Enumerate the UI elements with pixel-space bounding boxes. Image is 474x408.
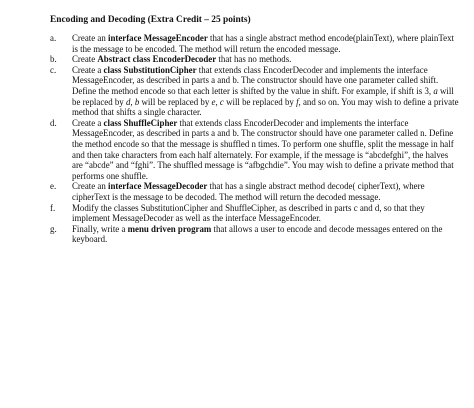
- bold-term: interface MessageDecoder: [107, 181, 208, 192]
- text-run: ,: [215, 96, 220, 107]
- list-marker: f.: [50, 202, 56, 213]
- list-item: [50, 203, 460, 224]
- text-run: will be replaced by: [223, 96, 297, 107]
- bold-term: menu driven program: [127, 223, 212, 234]
- italic-letter: a: [433, 85, 438, 96]
- text-run: that allows a user to encode and decode messages entered on the keyboard.: [72, 223, 443, 245]
- list-item-text: [72, 181, 460, 202]
- text-run: that extends class EncoderDecoder and implements the interface MessageEncoder, as described in parts a and b. The constructor should have one parameter called shift. Define the method encode so that each letter is shifted by the value in shift. For example, if shift is 3,: [72, 64, 439, 96]
- list-item: [50, 54, 460, 65]
- text-run: Create an: [72, 181, 108, 192]
- text-run: Create a: [72, 117, 104, 128]
- text-run: ,: [130, 96, 135, 107]
- list-marker: c.: [50, 64, 57, 75]
- list-item: [50, 181, 460, 202]
- italic-letter: d: [125, 96, 131, 107]
- list-item: [50, 118, 460, 182]
- list-item-text: [72, 54, 460, 65]
- italic-letter: b: [134, 96, 140, 107]
- text-run: Create a: [72, 64, 104, 75]
- bold-term: class SubstitutionCipher: [103, 64, 197, 75]
- list-item-text: [72, 203, 460, 224]
- text-run: Create an: [72, 33, 108, 43]
- text-run: Finally, write a: [72, 223, 128, 234]
- text-run: Create: [72, 54, 98, 65]
- text-run: , and so on. You may wish to define a private method that shifts a single character.: [72, 96, 459, 118]
- italic-letter: c: [219, 96, 224, 107]
- list-item-text: [72, 65, 460, 118]
- list-marker: b.: [50, 54, 57, 65]
- list-item: [50, 65, 460, 118]
- list-item-text: [72, 224, 460, 245]
- text-run: that has a single abstract method decode( cipherText), where cipherText is the message to be decoded. The method will return the decoded message.: [72, 181, 425, 202]
- list-item-text: [72, 33, 460, 54]
- italic-letter: f: [296, 96, 299, 107]
- list-item: [50, 224, 460, 245]
- text-run: Modify the classes SubstitutionCipher and ShuffleCipher, as described in parts c and d, so that they implement MessageDecoder as well as the interface MessageEncoder.: [72, 202, 425, 224]
- bold-term: Abstract class EncoderDecoder: [97, 54, 217, 65]
- bold-term: class ShuffleCipher: [103, 117, 178, 128]
- requirements-list: [50, 33, 460, 245]
- list-item: [50, 33, 460, 54]
- text-run: that has a single abstract method encode(plainText), where plainText is the message to be encoded. The method will return the encoded message.: [72, 33, 454, 54]
- list-marker: d.: [50, 117, 57, 128]
- list-marker: a.: [50, 33, 57, 43]
- text-run: will be replaced by: [139, 96, 212, 107]
- list-item-text: [72, 118, 460, 182]
- bold-term: interface MessageEncoder: [107, 33, 208, 43]
- text-run: will be replaced by: [72, 85, 454, 107]
- assignment-heading: Encoding and Decoding (Extra Credit – 25 points): [50, 15, 251, 25]
- list-marker: g.: [50, 223, 57, 234]
- text-run: that has no methods.: [216, 54, 292, 65]
- italic-letter: e: [211, 96, 216, 107]
- text-run: that extends class EncoderDecoder and implements the interface MessageEncoder, as described in parts a and b. The constructor should have one parameter called n. Define the method encode so that the message is shuffled n times. To perform one shuffle, split the message in half and then take characters from each half alternately. For example, if the message is “abcdefghi”, the halves are “abcde” and “fghi”. The shuffled message is “afbgchdie”. You may wish to define a private method that performs one shuffle.: [72, 117, 454, 181]
- list-marker: e.: [50, 181, 57, 192]
